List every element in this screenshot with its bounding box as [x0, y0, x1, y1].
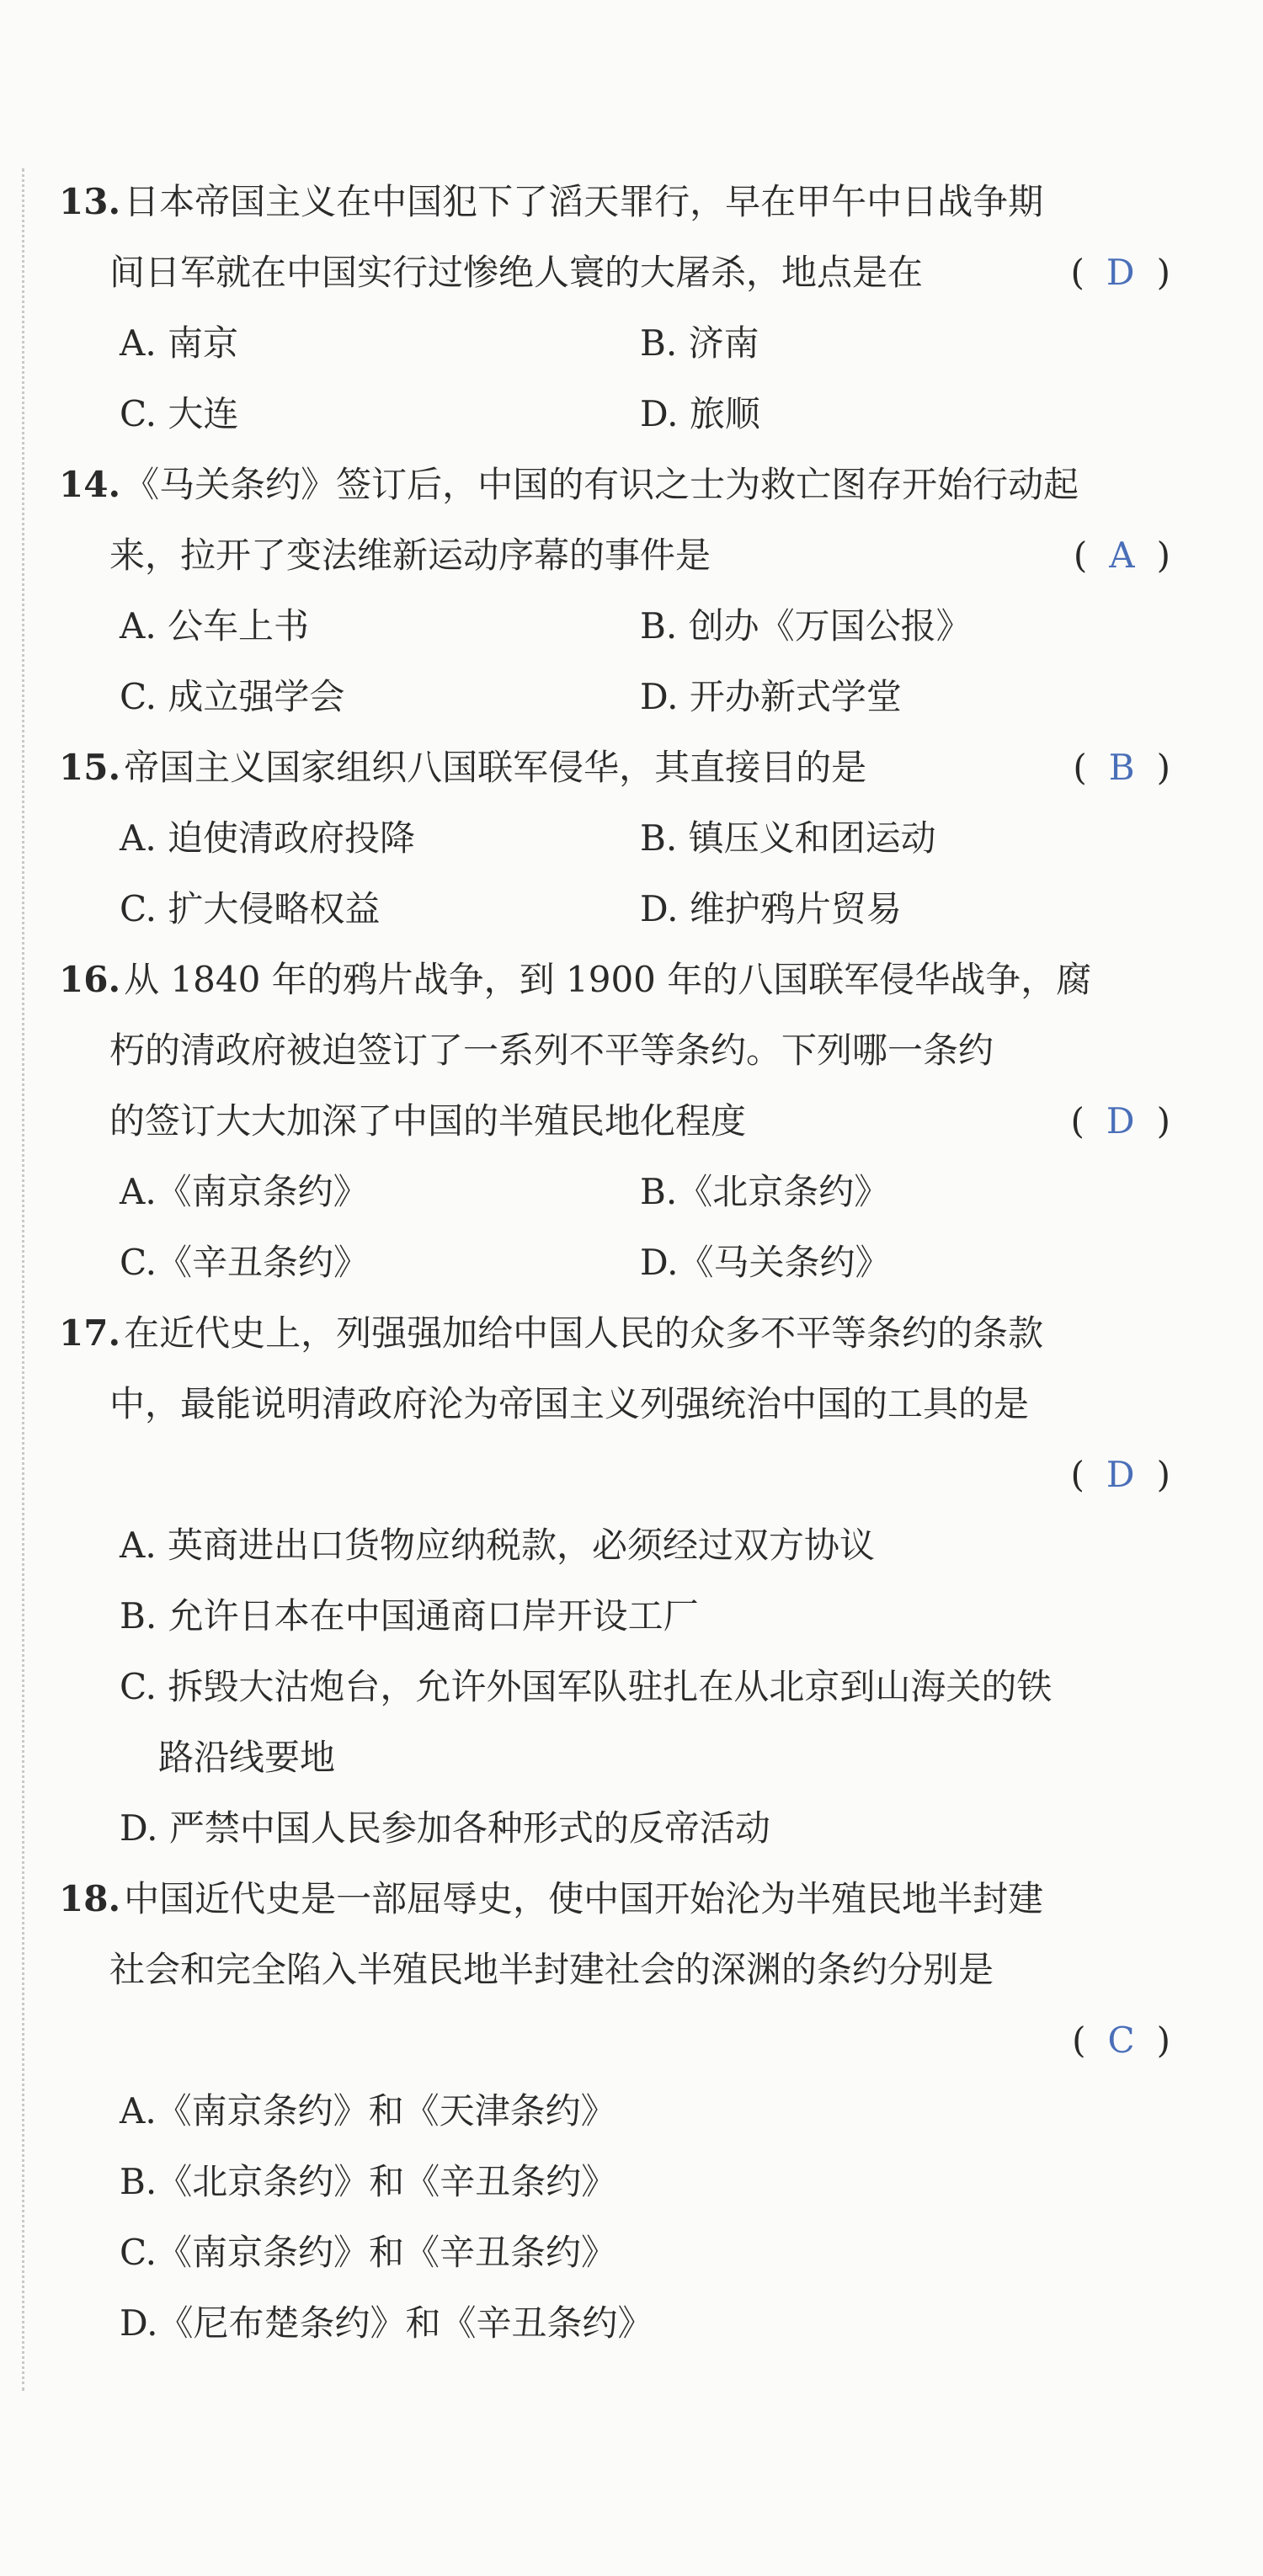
answer-letter: D: [1106, 1454, 1135, 1495]
question-number: 18.: [59, 1878, 121, 1919]
question-number: 14.: [59, 464, 121, 505]
question-stem: 朽的清政府被迫签订了一系列不平等条约。下列哪一条约: [109, 1030, 994, 1071]
option-a: A. 南京: [120, 322, 239, 364]
question-stem: 中，最能说明清政府沦为帝国主义列强统治中国的工具的是: [109, 1383, 1030, 1424]
question-stem: 日本帝国主义在中国犯下了滔天罪行，早在甲午中日战争期: [124, 181, 1044, 222]
question-number: 16.: [59, 959, 121, 1000]
option-c: C.《辛丑条约》: [120, 1242, 369, 1283]
option-a: A.《南京条约》: [120, 1171, 369, 1212]
question-stem: 《马关条约》签订后，中国的有识之士为救亡图存开始行动起: [124, 464, 1079, 505]
option-b: B.《北京条约》和《辛丑条约》: [120, 2161, 617, 2202]
question-17: [59, 1298, 1170, 1864]
question-stem: 帝国主义国家组织八国联军侵华，其直接目的是: [124, 747, 867, 788]
option-d: D. 开办新式学堂: [640, 676, 902, 717]
option-b: B. 镇压义和团运动: [640, 817, 936, 859]
option-d: D. 旅顺: [640, 393, 760, 434]
option-a: A. 迫使清政府投降: [120, 817, 416, 859]
answer-letter: A: [1109, 535, 1135, 576]
option-b: B.《北京条约》: [640, 1171, 890, 1212]
question-stem: 从 1840 年的鸦片战争，到 1900 年的八国联军侵华战争，腐: [124, 959, 1092, 1000]
question-stem: 中国近代史是一部屈辱史，使中国开始沦为半殖民地半封建: [124, 1878, 1044, 1919]
answer-letter: B: [1108, 747, 1135, 788]
option-a: A. 公车上书: [120, 605, 310, 647]
answer-letter: D: [1106, 1100, 1135, 1142]
answer-bracket: ( C ): [1072, 2020, 1170, 2061]
option-c: C. 扩大侵略权益: [120, 888, 381, 929]
answer-letter: D: [1106, 252, 1135, 293]
question-stem: 社会和完全陷入半殖民地半封建社会的深渊的条约分别是: [109, 1949, 994, 1990]
question-number: 17.: [59, 1312, 121, 1354]
question-stem: 来，拉开了变法维新运动序幕的事件是: [109, 535, 711, 576]
option-c: C. 大连: [120, 393, 239, 434]
question-number: 15.: [59, 747, 121, 788]
answer-bracket: ( B ): [1073, 747, 1170, 788]
option-b: B. 济南: [640, 322, 759, 364]
option-a: A.《南京条约》和《天津条约》: [120, 2090, 616, 2132]
option-b: B. 创办《万国公报》: [640, 605, 972, 647]
option-c: C.《南京条约》和《辛丑条约》: [120, 2232, 616, 2273]
option-d: D. 维护鸦片贸易: [640, 888, 902, 929]
question-stem: 间日军就在中国实行过惨绝人寰的大屠杀，地点是在: [109, 252, 924, 293]
option-d: D. 严禁中国人民参加各种形式的反帝活动: [120, 1807, 770, 1849]
question-stem: 的签订大大加深了中国的半殖民地化程度: [109, 1100, 747, 1142]
answer-bracket: ( D ): [1070, 1454, 1170, 1495]
option-d: D.《尼布楚条约》和《辛丑条约》: [120, 2302, 653, 2344]
question-15: [59, 732, 1170, 945]
answer-letter: C: [1107, 2020, 1135, 2061]
margin-dotted-rule: [22, 168, 24, 2391]
option-b: B. 允许日本在中国通商口岸开设工厂: [120, 1595, 699, 1637]
option-c: C. 成立强学会: [120, 676, 345, 717]
question-18: [59, 1864, 1170, 2359]
question-13: [59, 167, 1170, 450]
question-14: [59, 450, 1170, 732]
option-c-continued: 路沿线要地: [158, 1737, 336, 1778]
question-number: 13.: [59, 181, 121, 222]
option-c: C. 拆毁大沽炮台，允许外国军队驻扎在从北京到山海关的铁: [120, 1666, 1052, 1707]
answer-bracket: ( A ): [1073, 535, 1170, 576]
answer-bracket: ( D ): [1070, 252, 1170, 293]
answer-bracket: ( D ): [1070, 1100, 1170, 1142]
question-stem: 在近代史上，列强强加给中国人民的众多不平等条约的条款: [124, 1312, 1044, 1354]
option-a: A. 英商进出口货物应纳税款，必须经过双方协议: [120, 1525, 876, 1566]
question-16: [59, 945, 1170, 1298]
option-d: D.《马关条约》: [640, 1242, 891, 1283]
